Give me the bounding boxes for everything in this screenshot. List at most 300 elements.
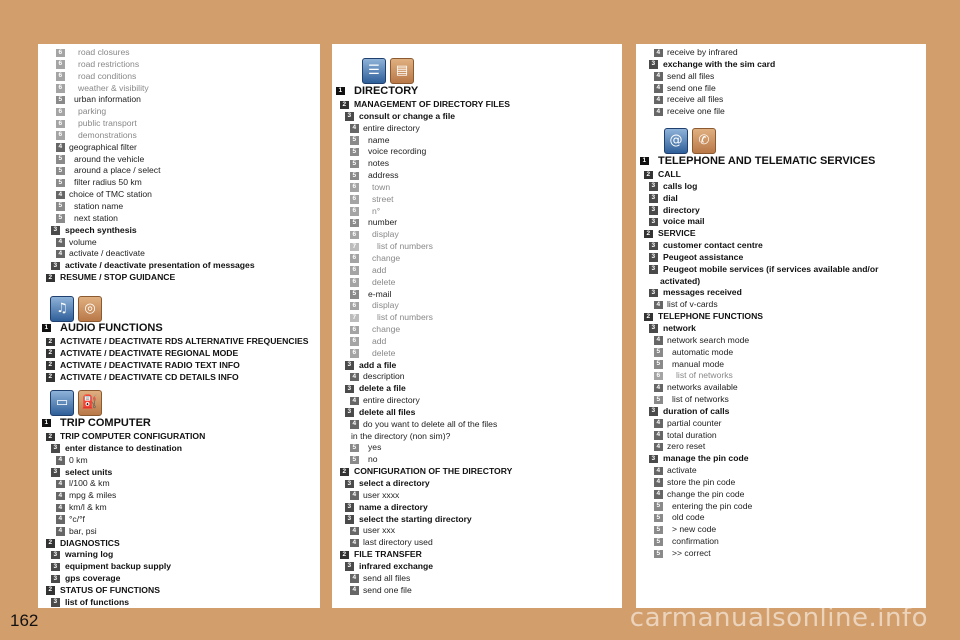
level-badge: 4 <box>350 574 359 583</box>
level-badge: 5 <box>654 538 663 547</box>
menu-item <box>332 442 622 454</box>
menu-item <box>332 99 622 111</box>
menu-tree-list <box>38 47 320 284</box>
menu-item <box>636 489 926 501</box>
menu-item <box>332 454 622 466</box>
menu-item-label: next station <box>74 212 118 223</box>
level-badge: 2 <box>644 230 653 239</box>
menu-item-label: enter distance to destination <box>65 442 182 453</box>
menu-item <box>38 372 320 384</box>
level-badge: 5 <box>56 214 65 223</box>
menu-item-label: calls log <box>663 180 698 191</box>
menu-item <box>38 348 320 360</box>
menu-item <box>332 146 622 158</box>
menu-item-label: ACTIVATE / DEACTIVATE REGIONAL MODE <box>60 347 239 358</box>
level-badge: 3 <box>345 361 354 370</box>
contact-card-icon: ▤ <box>390 58 414 84</box>
level-badge: 2 <box>340 468 349 477</box>
menu-item <box>38 237 320 249</box>
level-badge: 3 <box>51 563 60 572</box>
menu-item-label: last directory used <box>363 537 433 548</box>
level-badge: 4 <box>350 420 359 429</box>
menu-item-label: change <box>372 252 401 263</box>
menu-item <box>636 501 926 513</box>
menu-item-label: choice of TMC station <box>69 189 152 200</box>
menu-item <box>636 47 926 59</box>
menu-item-label: RESUME / STOP GUIDANCE <box>60 272 176 283</box>
menu-item <box>636 370 926 382</box>
menu-item-label: delete <box>372 276 396 287</box>
menu-item <box>636 335 926 347</box>
menu-item-label: in the directory (non sim)? <box>351 430 451 441</box>
music-icon: ♫ <box>50 296 74 322</box>
level-badge: 2 <box>46 338 55 347</box>
level-badge: 5 <box>350 172 359 181</box>
level-badge: 2 <box>46 274 55 283</box>
menu-item <box>636 205 926 217</box>
menu-item-label: e-mail <box>368 288 392 299</box>
menu-item <box>636 94 926 106</box>
menu-item-label: mpg & miles <box>69 490 117 501</box>
menu-item-label: manage the pin code <box>663 453 749 464</box>
menu-item <box>332 549 622 561</box>
level-badge: 2 <box>340 101 349 110</box>
level-badge: 4 <box>654 419 663 428</box>
menu-item-label: address <box>368 170 399 181</box>
menu-item-label: notes <box>368 158 390 169</box>
menu-item <box>636 169 926 181</box>
menu-item <box>332 561 622 573</box>
menu-item-label: TRIP COMPUTER CONFIGURATION <box>60 431 206 441</box>
menu-item-label: network <box>663 322 696 333</box>
level-badge: 4 <box>654 478 663 487</box>
menu-item <box>332 490 622 502</box>
menu-item-label: voice mail <box>663 216 705 227</box>
section-icons-trip <box>50 390 106 416</box>
level-badge: 3 <box>345 562 354 571</box>
menu-item <box>636 548 926 560</box>
menu-item-label: TRIP COMPUTER <box>60 417 151 429</box>
menu-item <box>38 549 320 561</box>
menu-item <box>38 467 320 479</box>
level-badge: 2 <box>46 349 55 358</box>
menu-item-label: street <box>372 193 394 204</box>
menu-item <box>332 182 622 194</box>
menu-item-label: equipment backup supply <box>65 561 172 572</box>
level-badge: 3 <box>649 218 658 227</box>
menu-item-label: total duration <box>667 429 717 440</box>
menu-tree-list <box>636 153 926 560</box>
level-badge: 5 <box>654 502 663 511</box>
menu-item <box>38 478 320 490</box>
menu-tree-list <box>636 47 926 118</box>
level-badge: 5 <box>350 136 359 145</box>
menu-item-label: change <box>372 324 401 335</box>
level-badge: 6 <box>654 372 663 381</box>
menu-item <box>636 311 926 323</box>
level-badge: 4 <box>350 586 359 595</box>
level-badge: 6 <box>350 254 359 263</box>
level-badge: 4 <box>654 96 663 105</box>
menu-item-label: store the pin code <box>667 476 736 487</box>
menu-item <box>636 193 926 205</box>
menu-item-label: list of networks <box>672 394 729 405</box>
level-badge: 6 <box>350 231 359 240</box>
level-badge: 6 <box>350 337 359 346</box>
level-badge: 3 <box>649 455 658 464</box>
menu-item-label: °c/°f <box>69 513 85 524</box>
section-icons-audio <box>50 296 106 322</box>
menu-item-label: delete <box>372 347 396 358</box>
menu-tree-list <box>38 415 320 608</box>
menu-item <box>332 300 622 312</box>
level-badge: 4 <box>56 527 65 536</box>
menu-item-label: directory <box>663 204 700 215</box>
menu-item <box>38 561 320 573</box>
menu-item-label: ACTIVATE / DEACTIVATE CD DETAILS INFO <box>60 371 239 382</box>
menu-item <box>38 177 320 189</box>
menu-item <box>332 383 622 395</box>
menu-item <box>636 153 926 169</box>
menu-item <box>636 228 926 240</box>
menu-item-label: list of numbers <box>377 312 433 323</box>
level-badge: 6 <box>56 60 65 69</box>
menu-item <box>38 360 320 372</box>
menu-item <box>332 537 622 549</box>
menu-item <box>332 111 622 123</box>
menu-item-label: gps coverage <box>65 573 121 584</box>
menu-item <box>38 47 320 59</box>
menu-item <box>332 289 622 301</box>
menu-item <box>38 83 320 95</box>
level-badge: 5 <box>350 290 359 299</box>
menu-item-label: delete all files <box>359 406 416 417</box>
menu-item <box>38 71 320 83</box>
level-badge: 3 <box>649 324 658 333</box>
menu-item-label: send all files <box>667 70 715 81</box>
menu-item-label: weather & visibility <box>78 82 149 93</box>
level-badge: 4 <box>654 336 663 345</box>
menu-item <box>38 201 320 213</box>
level-badge: 5 <box>654 360 663 369</box>
menu-item <box>38 142 320 154</box>
phone-icon: ✆ <box>692 128 716 154</box>
menu-item-label: warning log <box>65 549 114 560</box>
menu-item <box>636 106 926 118</box>
menu-item-label: list of numbers <box>377 241 433 252</box>
menu-item <box>332 360 622 372</box>
level-badge: 4 <box>56 238 65 247</box>
menu-item-label: old code <box>672 512 705 523</box>
menu-item <box>38 538 320 550</box>
level-badge: 3 <box>649 265 658 274</box>
level-badge: 5 <box>654 526 663 535</box>
menu-item <box>332 135 622 147</box>
menu-item <box>636 252 926 264</box>
level-badge: 3 <box>51 598 60 607</box>
menu-item <box>332 585 622 597</box>
menu-item-label: description <box>363 371 405 382</box>
menu-item <box>332 229 622 241</box>
level-badge: 4 <box>350 491 359 500</box>
menu-item <box>636 323 926 335</box>
menu-item-label: public transport <box>78 118 137 129</box>
level-badge: 3 <box>649 194 658 203</box>
menu-item <box>636 59 926 71</box>
level-badge: 5 <box>654 550 663 559</box>
level-badge: 6 <box>350 302 359 311</box>
menu-item-label: filter radius 50 km <box>74 177 142 188</box>
level-badge: 3 <box>51 226 60 235</box>
level-badge: 6 <box>350 207 359 216</box>
level-badge: 6 <box>56 120 65 129</box>
menu-item-label: town <box>372 181 391 192</box>
menu-item-label: km/l & km <box>69 502 107 513</box>
level-badge: 6 <box>350 349 359 358</box>
cd-icon: ◎ <box>78 296 102 322</box>
level-badge: 3 <box>345 480 354 489</box>
menu-item-label: list of functions <box>65 596 129 607</box>
menu-item <box>332 573 622 585</box>
level-badge: 5 <box>350 219 359 228</box>
menu-item-label: entire directory <box>363 395 420 406</box>
menu-item <box>636 240 926 252</box>
level-badge: 4 <box>654 490 663 499</box>
level-badge: 3 <box>345 385 354 394</box>
menu-item <box>332 395 622 407</box>
level-badge: 5 <box>654 514 663 523</box>
menu-item-label: send one file <box>667 82 716 93</box>
menu-item-label: confirmation <box>672 536 719 547</box>
menu-item-label: display <box>372 300 399 311</box>
menu-item-label: receive by infrared <box>667 47 738 57</box>
menu-item-label: number <box>368 217 398 228</box>
level-badge: 5 <box>56 167 65 176</box>
menu-item <box>636 347 926 359</box>
menu-item-label: receive all files <box>667 94 724 105</box>
menu-item-label: entire directory <box>363 122 420 133</box>
level-badge: 6 <box>56 131 65 140</box>
menu-item-label: messages received <box>663 287 742 298</box>
menu-item-label: DIRECTORY <box>354 85 419 97</box>
level-badge: 2 <box>46 433 55 442</box>
menu-item-label: network search mode <box>667 334 750 345</box>
menu-item <box>332 217 622 229</box>
menu-item <box>332 407 622 419</box>
level-badge: 4 <box>56 480 65 489</box>
level-badge: 5 <box>654 396 663 405</box>
menu-item <box>332 466 622 478</box>
level-badge: 3 <box>51 468 60 477</box>
level-badge: 1 <box>640 157 649 166</box>
menu-item <box>332 194 622 206</box>
menu-item-label: yes <box>368 442 382 453</box>
level-badge: 5 <box>350 456 359 465</box>
menu-item <box>332 206 622 218</box>
menu-item-label: SERVICE <box>658 228 696 239</box>
menu-item-label: demonstrations <box>78 129 137 140</box>
menu-item-label: n° <box>372 205 381 216</box>
menu-item-label: station name <box>74 200 124 211</box>
level-badge: 2 <box>46 361 55 370</box>
level-badge: 3 <box>649 242 658 251</box>
menu-item <box>38 443 320 455</box>
menu-item <box>636 430 926 442</box>
section-icons-telephone <box>664 128 720 154</box>
menu-item <box>636 216 926 228</box>
level-badge: 6 <box>350 183 359 192</box>
level-badge: 4 <box>654 72 663 81</box>
menu-item-label: 0 km <box>69 454 88 465</box>
phonebook-icon: ☰ <box>362 58 386 84</box>
level-badge: 4 <box>56 250 65 259</box>
menu-item-label: bar, psi <box>69 525 97 536</box>
menu-item <box>332 158 622 170</box>
level-badge: 4 <box>350 527 359 536</box>
menu-item-label: select the starting directory <box>359 513 472 524</box>
level-badge: 6 <box>56 72 65 81</box>
level-badge: 3 <box>649 289 658 298</box>
menu-item-label: parking <box>78 106 107 117</box>
page-number: 162 <box>10 611 39 630</box>
level-badge: 4 <box>350 397 359 406</box>
menu-item-label: ACTIVATE / DEACTIVATE RADIO TEXT INFO <box>60 359 240 370</box>
menu-item-label: activate / deactivate presentation of messages <box>65 260 255 271</box>
menu-item <box>636 382 926 394</box>
menu-item-label: customer contact centre <box>663 240 763 251</box>
menu-item-label: l/100 & km <box>69 478 110 489</box>
panel-left <box>38 44 320 608</box>
level-badge: 4 <box>56 515 65 524</box>
menu-item-label: voice recording <box>368 146 427 157</box>
level-badge: 4 <box>654 431 663 440</box>
level-badge: 4 <box>654 384 663 393</box>
menu-item <box>636 524 926 536</box>
level-badge: 5 <box>350 160 359 169</box>
menu-item-label: exchange with the sim card <box>663 58 776 69</box>
menu-item-label: send all files <box>363 572 411 583</box>
menu-item <box>38 320 320 336</box>
level-badge: 6 <box>56 84 65 93</box>
menu-item-label: >> correct <box>672 548 711 558</box>
at-sign-icon: @ <box>664 128 688 154</box>
menu-item-label: around a place / select <box>74 165 161 176</box>
menu-item <box>38 514 320 526</box>
menu-item-label: > new code <box>672 524 717 535</box>
menu-item-label: activate <box>667 465 697 476</box>
level-badge: 4 <box>56 143 65 152</box>
level-badge: 3 <box>649 206 658 215</box>
menu-item <box>636 264 926 276</box>
level-badge: 5 <box>350 148 359 157</box>
level-badge: 3 <box>51 551 60 560</box>
menu-item <box>38 455 320 467</box>
menu-item-label: activate / deactivate <box>69 248 145 259</box>
level-badge: 4 <box>56 456 65 465</box>
menu-item <box>332 83 622 99</box>
menu-item <box>38 213 320 225</box>
level-badge: 1 <box>42 419 51 428</box>
menu-item-label: road closures <box>78 47 130 57</box>
menu-item-label: DIAGNOSTICS <box>60 537 120 548</box>
level-badge: 6 <box>56 108 65 117</box>
level-badge: 2 <box>644 313 653 322</box>
level-badge: 5 <box>56 155 65 164</box>
menu-item <box>636 83 926 95</box>
menu-item-label: TELEPHONE AND TELEMATIC SERVICES <box>658 155 876 167</box>
menu-item <box>636 441 926 453</box>
level-badge: 4 <box>654 49 663 58</box>
menu-item <box>332 525 622 537</box>
menu-item-label: list of networks <box>676 370 733 381</box>
menu-item-label: activated) <box>660 275 701 286</box>
menu-item-label: AUDIO FUNCTIONS <box>60 322 163 334</box>
menu-item <box>38 130 320 142</box>
level-badge: 4 <box>654 108 663 117</box>
menu-item <box>332 478 622 490</box>
level-badge: 3 <box>649 253 658 262</box>
menu-item-label: select a directory <box>359 478 430 488</box>
menu-item <box>636 394 926 406</box>
level-badge: 2 <box>46 373 55 382</box>
menu-item <box>38 336 320 348</box>
level-badge: 3 <box>649 182 658 191</box>
menu-item-label: urban information <box>74 94 141 105</box>
menu-item <box>332 253 622 265</box>
menu-item-label: TELEPHONE FUNCTIONS <box>658 311 764 322</box>
menu-item <box>38 59 320 71</box>
menu-item <box>38 573 320 585</box>
menu-item-label: manual mode <box>672 358 725 369</box>
menu-item <box>332 123 622 135</box>
menu-item <box>636 299 926 311</box>
level-badge: 2 <box>46 586 55 595</box>
level-badge: 7 <box>350 314 359 323</box>
level-badge: 2 <box>340 551 349 560</box>
menu-item-label: FILE TRANSFER <box>354 549 422 560</box>
menu-item-label: list of v-cards <box>667 299 718 310</box>
menu-item <box>38 585 320 597</box>
level-badge: 6 <box>350 278 359 287</box>
level-badge: 4 <box>654 467 663 476</box>
menu-item <box>636 287 926 299</box>
menu-item-label: user xxx <box>363 525 395 536</box>
level-badge: 4 <box>654 443 663 452</box>
menu-item-label: networks available <box>667 382 738 393</box>
menu-item-label: automatic mode <box>672 346 734 357</box>
menu-item <box>38 248 320 260</box>
menu-item <box>332 514 622 526</box>
menu-item <box>332 324 622 336</box>
level-badge: 4 <box>56 492 65 501</box>
menu-item <box>332 371 622 383</box>
menu-item <box>332 241 622 253</box>
menu-item-label: dial <box>663 192 678 203</box>
menu-item <box>332 265 622 277</box>
menu-item <box>38 118 320 130</box>
menu-item-label: send one file <box>363 584 412 595</box>
menu-item <box>636 276 926 288</box>
level-badge: 6 <box>350 266 359 275</box>
menu-item <box>38 490 320 502</box>
menu-item-label: entering the pin code <box>672 500 753 511</box>
menu-item <box>38 260 320 272</box>
panel-middle <box>332 44 622 608</box>
menu-item-label: ACTIVATE / DEACTIVATE RDS ALTERNATIVE FREQUENCIES <box>60 336 309 346</box>
menu-item <box>38 502 320 514</box>
menu-item <box>636 181 926 193</box>
level-badge: 3 <box>345 408 354 417</box>
